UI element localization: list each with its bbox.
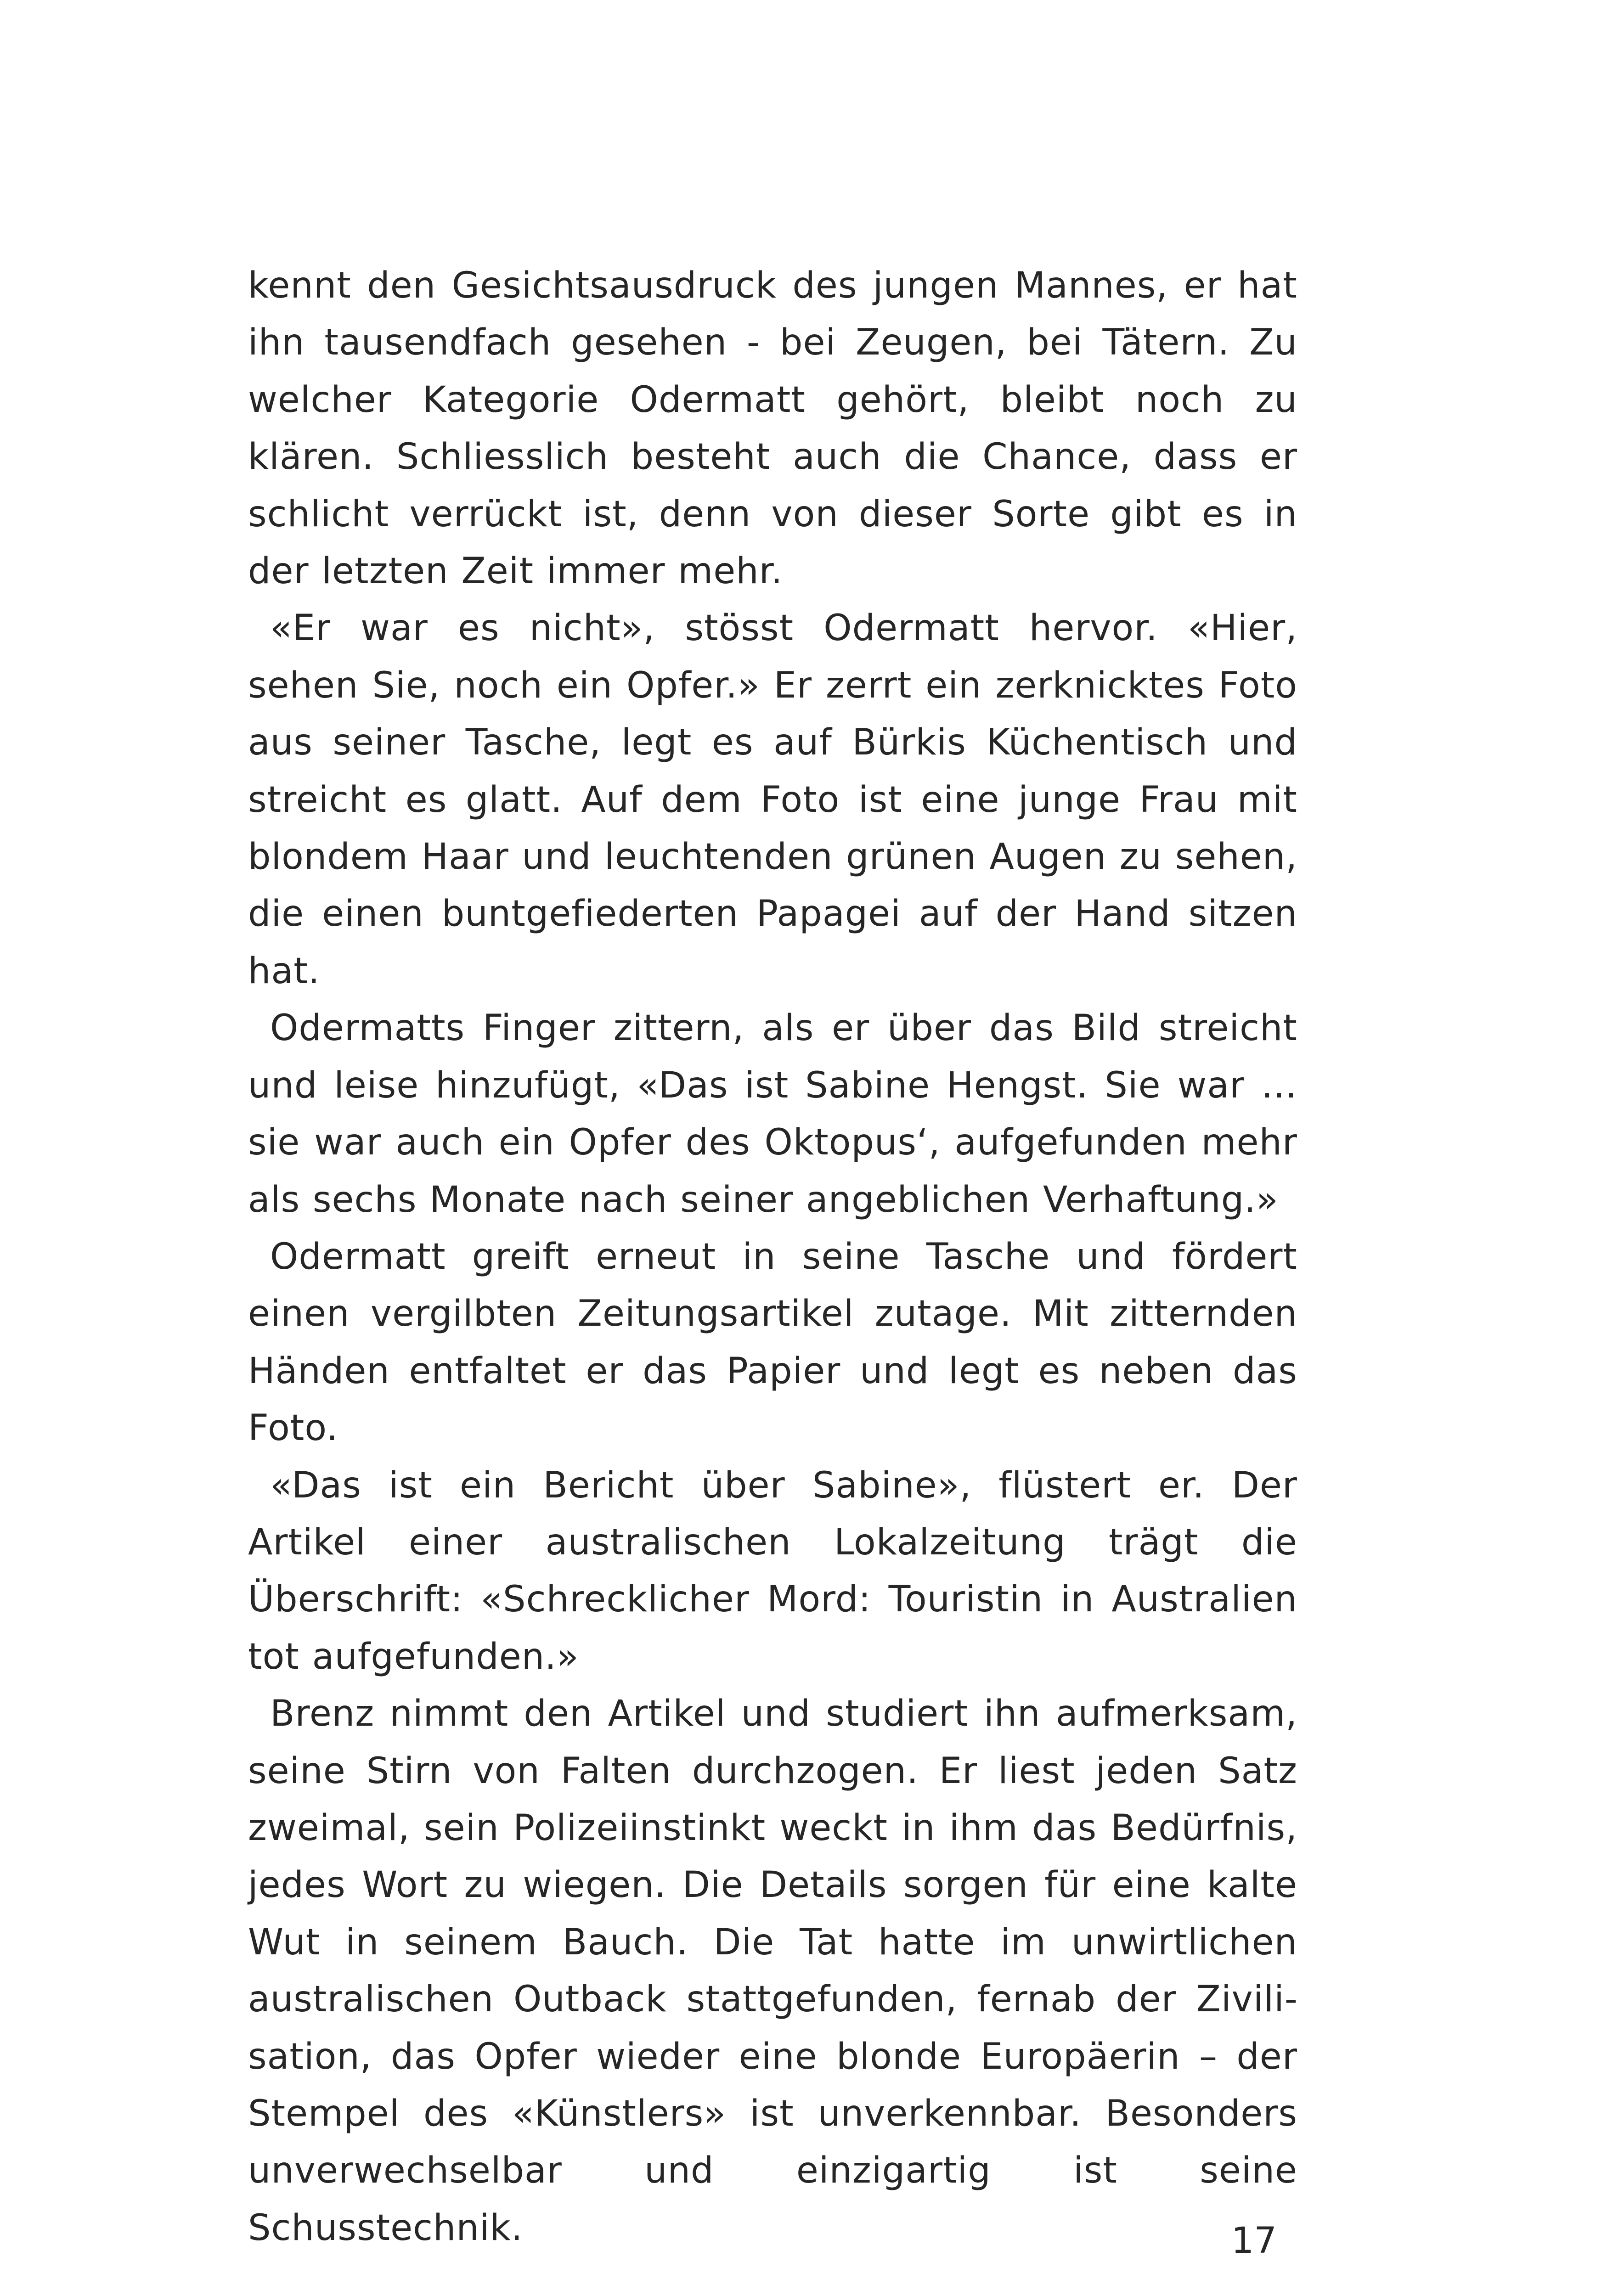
paragraph-2: «Er war es nicht», stösst Odermatt hervor. «Hier, sehen Sie, noch ein Opfer.» Er zerrt ein zerknicktes Foto aus seiner Tasche, legt es auf Bürkis Küchentisch und streicht es glatt. Auf dem Foto ist eine junge Frau mit blondem Haar und leuchtenden grünen Augen zu sehen, die einen buntgefiederten Papagei auf der Hand sitzen hat.: [248, 608, 1297, 992]
paragraph-1: kennt den Gesichtsausdruck des jungen Mannes, er hat ihn tausendfach gesehen - bei Zeugen, bei Tätern. Zu welcher Kategorie Odermatt gehört, bleibt noch zu klären. Schliesslich besteht auch die Chance, dass er schlicht verrückt ist, denn von dieser Sorte gibt es in der letzten Zeit immer mehr.: [248, 265, 1297, 592]
page-number: 17: [1231, 2220, 1277, 2262]
paragraph-3: Odermatts Finger zittern, als er über das Bild streicht und leise hinzufügt, «Das ist Sabine Hengst. Sie war … sie war auch ein Opfer des Oktopus‘, aufgefunden mehr als sechs Monate nach seiner angeblichen Verhaftung.»: [248, 1007, 1297, 1221]
body-text: [248, 257, 1297, 2257]
paragraph-5: «Das ist ein Bericht über Sabine», flüstert er. Der Artikel einer australischen Lokalzeitung trägt die Überschrift: «Schrecklicher Mord: Touristin in Australien tot aufgefunden.»: [248, 1464, 1297, 1677]
paragraph-4: Odermatt greift erneut in seine Tasche und fördert einen vergilbten Zeitungsartikel zutage. Mit zitternden Händen entfaltet er das Papier und legt es neben das Foto.: [248, 1236, 1297, 1449]
paragraph-6: Brenz nimmt den Artikel und studiert ihn aufmerksam, seine Stirn von Falten durchzogen. Er liest jeden Satz zweimal, sein Polizeiinstinkt weckt in ihm das Bedürfnis, jedes Wort zu wiegen. Die Details sorgen für eine kalte Wut in seinem Bauch. Die Tat hatte im unwirtlichen australischen Outback stattgefunden, fernab der Zivilisation, das Opfer wieder eine blonde Europäerin – der Stempel des «Künstlers» ist unverkennbar. Besonders unverwechselbar und einzigartig ist seine Schusstechnik.: [248, 1693, 1297, 2249]
